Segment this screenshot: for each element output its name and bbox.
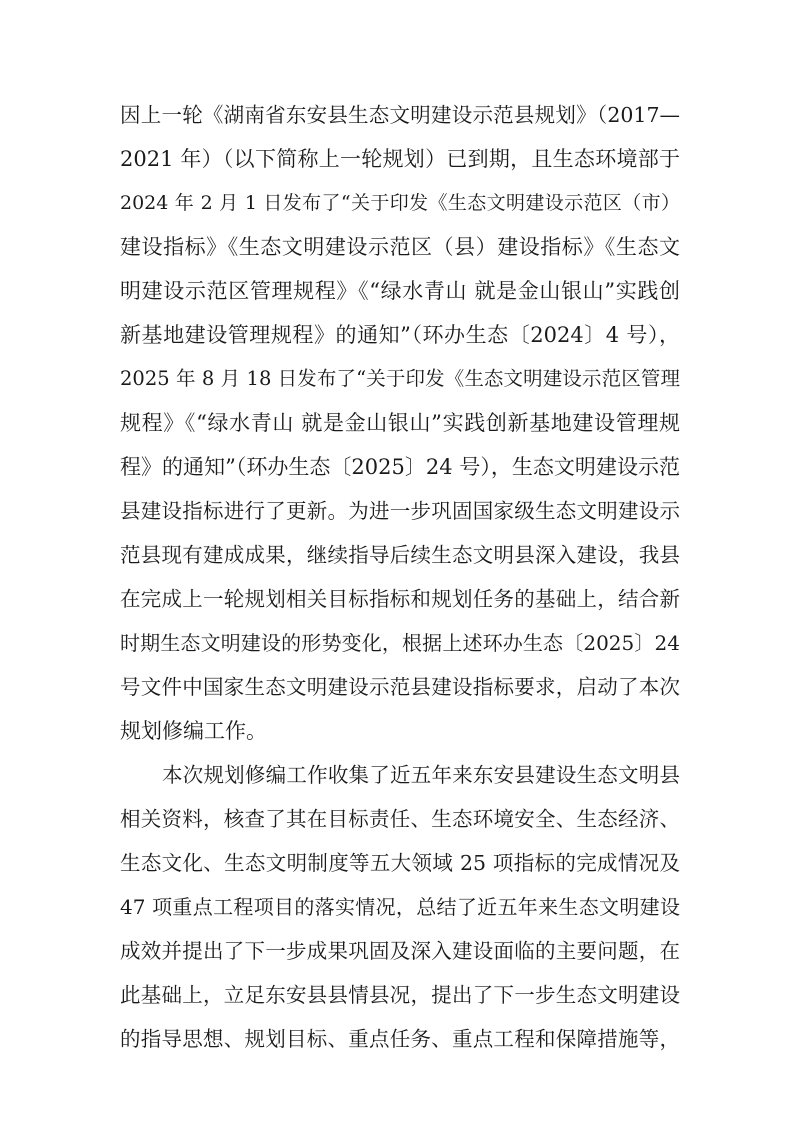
paragraph-line: 规划修编工作。: [120, 719, 267, 743]
paragraph-line: 的指导思想、规划目标、重点任务、重点工程和保障措施等，: [120, 1027, 680, 1051]
paragraph-line: 因上一轮《湖南省东安县生态文明建设示范县规划》（2017—: [120, 103, 680, 127]
paragraph-line: 47 项重点工程项目的落实情况，总结了近五年来生态文明建设: [120, 895, 680, 919]
paragraph-line: 号文件中国家生态文明建设示范县建设指标要求，启动了本次: [120, 675, 680, 699]
paragraph-line: 在完成上一轮规划相关目标指标和规划任务的基础上，结合新: [120, 587, 680, 611]
paragraph-line: 本次规划修编工作收集了近五年来东安县建设生态文明县: [162, 763, 680, 787]
paragraph-line: 2025 年 8 月 18 日发布了“关于印发《生态文明建设示范区管理: [120, 367, 680, 390]
paragraph-line: 此基础上，立足东安县县情县况，提出了下一步生态文明建设: [120, 983, 680, 1007]
paragraph-line: 生态文化、生态文明制度等五大领域 25 项指标的完成情况及: [120, 851, 680, 875]
paragraph-line: 范县现有建成成果，继续指导后续生态文明县深入建设，我县: [120, 543, 680, 567]
paragraph-line: 建设指标》《生态文明建设示范区（县）建设指标》《生态文: [120, 235, 680, 259]
paragraph-line: 县建设指标进行了更新。为进一步巩固国家级生态文明建设示: [120, 499, 680, 523]
paragraph-line: 2021 年）（以下简称上一轮规划）已到期，且生态环境部于: [120, 147, 680, 171]
paragraph-line: 明建设示范区管理规程》《“绿水青山 就是金山银山”实践创: [120, 279, 680, 303]
paragraph-line: 程》的通知”（环办生态〔2025〕24 号），生态文明建设示范: [120, 455, 680, 479]
paragraph-line: 2024 年 2 月 1 日发布了“关于印发《生态文明建设示范区（市）: [120, 192, 680, 214]
paragraph-line: 相关资料，核查了其在目标责任、生态环境安全、生态经济、: [120, 807, 680, 831]
paragraph-line: 成效并提出了下一步成果巩固及深入建设面临的主要问题，在: [120, 939, 680, 963]
paragraph-line: 规程》《“绿水青山 就是金山银山”实践创新基地建设管理规: [120, 411, 680, 435]
paragraph-line: 时期生态文明建设的形势变化，根据上述环办生态〔2025〕24: [120, 631, 680, 655]
paragraph-line: 新基地建设管理规程》的通知”（环办生态〔2024〕4 号），: [120, 323, 680, 347]
